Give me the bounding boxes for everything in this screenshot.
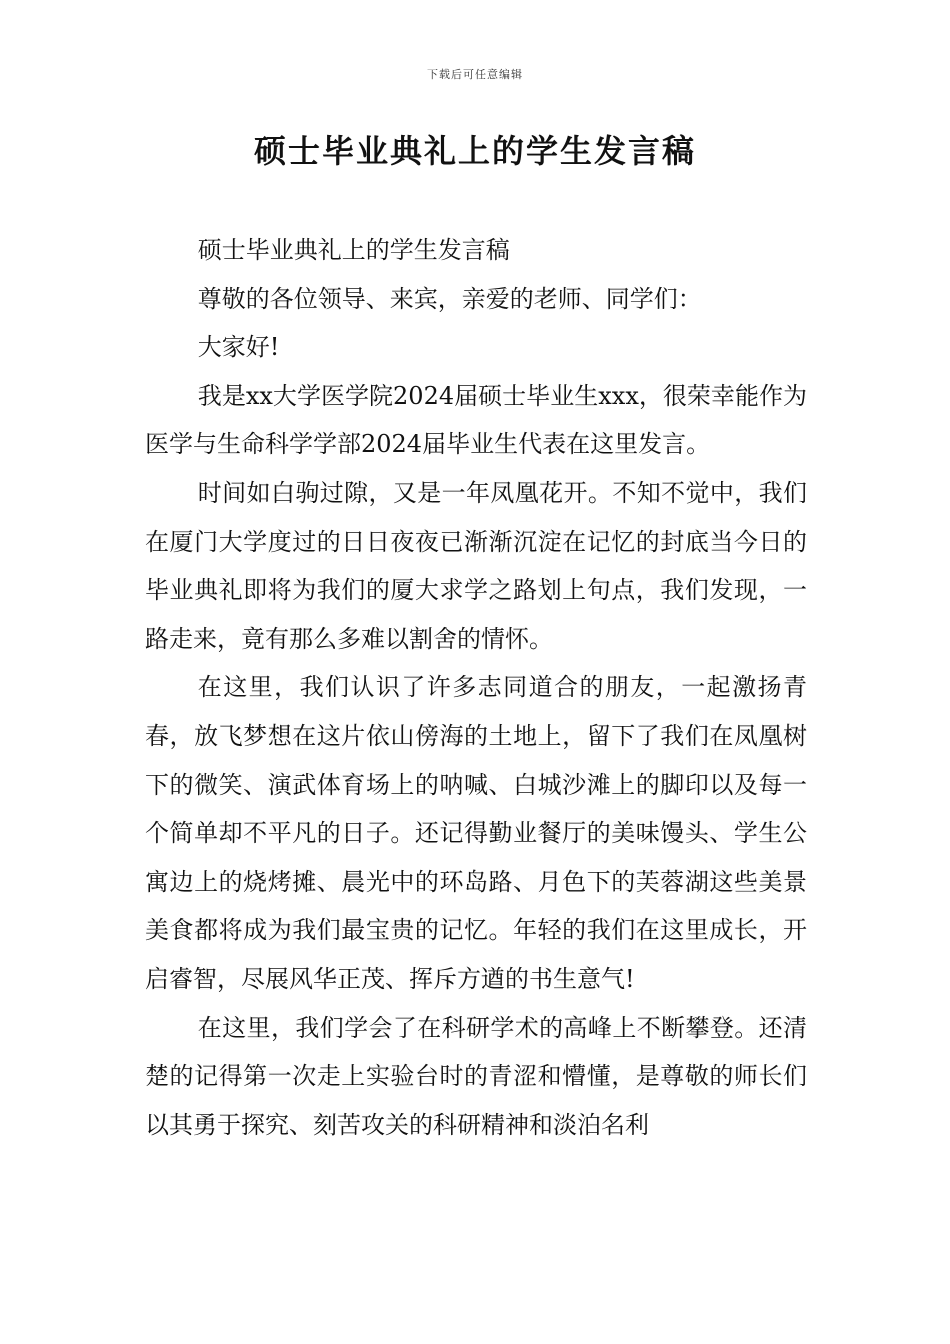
document-body <box>145 226 807 1149</box>
paragraph-subtitle: 硕士毕业典礼上的学生发言稿 <box>197 236 510 264</box>
header-note: 下载后可任意编辑 <box>427 68 523 81</box>
paragraph-introduction: 我是xx大学医学院2024届硕士毕业生xxx，很荣幸能作为医学与生命科学学部2024届毕业生代表在这里发言。 <box>145 381 807 459</box>
paragraph-greeting: 大家好! <box>197 333 280 362</box>
paragraph-friends: 在这里，我们认识了许多志同道合的朋友，一起激扬青春，放飞梦想在这片依山傍海的土地上，留下了我们在凤凰树下的微笑、演武体育场上的呐喊、白城沙滩上的脚印以及每一个简单却不平凡的日子。还记得勤业餐厅的美味馒头、学生公寓边上的烧烤摊、晨光中的环岛路、月色下的芙蓉湖这些美景美食都将成为我们最宝贵的记忆。年轻的我们在这里成长，开启睿智，尽展风华正茂、挥斥方遒的书生意气! <box>145 673 807 993</box>
document-title: 硕士毕业典礼上的学生发言稿 <box>253 132 696 170</box>
paragraph-time: 时间如白驹过隙，又是一年凤凰花开。不知不觉中，我们在厦门大学度过的日日夜夜已渐渐沉淀在记忆的封底当今日的毕业典礼即将为我们的厦大求学之路划上句点，我们发现，一路走来，竟有那么多难以割舍的情怀。 <box>145 478 807 653</box>
paragraph-salutation: 尊敬的各位领导、来宾，亲爱的老师、同学们： <box>197 284 702 313</box>
paragraph-research: 在这里，我们学会了在科研学术的高峰上不断攀登。还清楚的记得第一次走上实验台时的青涩和懵懂，是尊敬的师长们以其勇于探究、刻苦攻关的科研精神和淡泊名利 <box>145 1013 807 1139</box>
